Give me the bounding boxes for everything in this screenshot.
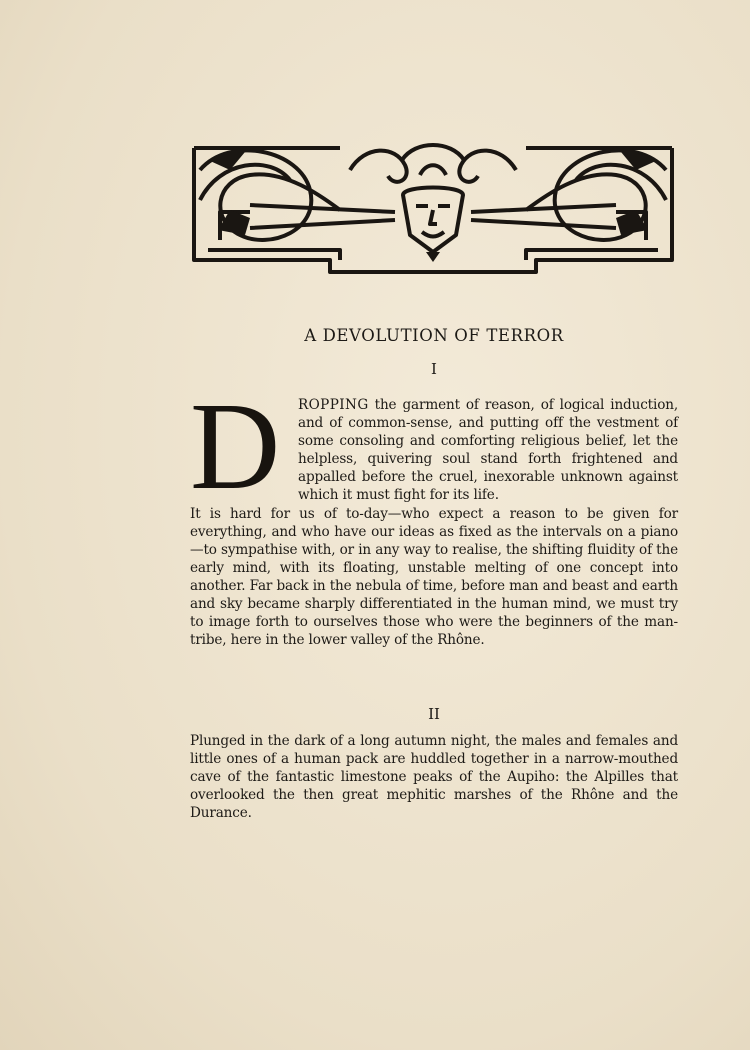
chapter-title: A DEVOLUTION OF TERROR [304, 326, 564, 345]
section-numeral-2: II [428, 705, 440, 723]
paragraph-3: Plunged in the dark of a long autumn night, the males and females and little ones of a human pack are huddled together in a narrow-mouthed cave of the fantastic limestone peaks of the Aupiho: the Alpilles that overlooked the then great mephitic marshes of the Rhône and the Durance. [190, 733, 678, 822]
paragraph-2: It is hard for us of to-day—who expect a reason to be given for everything, and who have our ideas as fixed as the intervals on a piano—to sympathise with, or in any way to realise, the shifting fluidity of the early mind, with its floating, unstable melting of one concept into another. Far back in the nebula of time, before man and beast and earth and sky became sharply differentiated in the human mind, we must try to image forth to ourselves those who were the beginners of the man-tribe, here in the lower valley of the Rhône. [190, 505, 678, 649]
drop-cap: D [190, 378, 281, 516]
headpiece-ornament [190, 140, 676, 275]
section-1-text [190, 378, 678, 649]
lead-word: ROPPING [298, 397, 369, 413]
section-numeral-1: I [431, 360, 437, 378]
paragraph-1: the garment of reason, of logical induction, and of common-sense, and putting off the vestment of some consoling and comforting religious belief, let the helpless, quivering soul stand forth frightened and appalled before the cruel, inexorable unknown against which it must fight for its life. [298, 397, 678, 504]
